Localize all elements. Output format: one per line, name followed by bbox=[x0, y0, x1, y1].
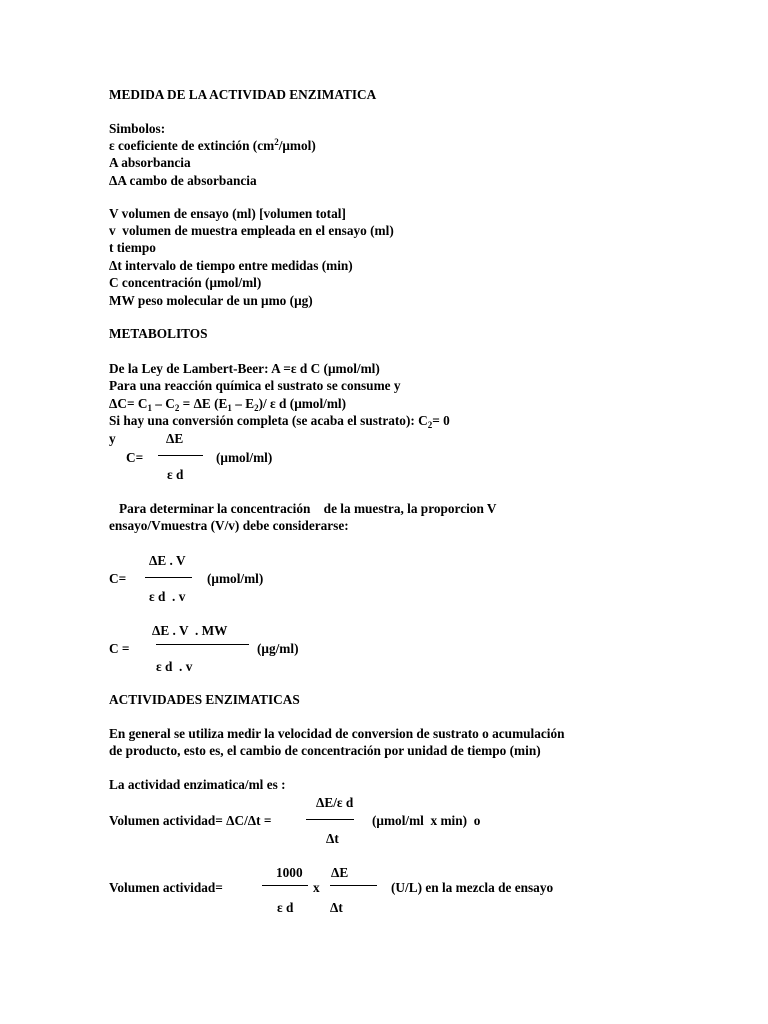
actividad-intro: La actividad enzimatica/ml es : bbox=[109, 777, 286, 792]
symbol-volume: V volumen de ensayo (ml) [volumen total] bbox=[109, 206, 346, 221]
eq-sub: 2 bbox=[174, 403, 180, 413]
formula2-lhs: C= bbox=[109, 571, 127, 586]
formula2-denominator: ε d . v bbox=[149, 589, 186, 604]
formula3-lhs: C = bbox=[109, 641, 130, 656]
symbols-heading: Simbolos: bbox=[109, 121, 166, 136]
formula5-fraction-bar-1 bbox=[262, 885, 308, 886]
formula1-lhs: C= bbox=[126, 450, 144, 465]
delta-time-desc: t intervalo de tiempo entre medidas (min) bbox=[117, 258, 353, 273]
formula1-units: (μmol/ml) bbox=[216, 450, 273, 465]
formula5-times: x bbox=[313, 880, 320, 895]
formula1-numerator: ΔE bbox=[166, 431, 184, 446]
eq-sub: 2 bbox=[254, 403, 259, 413]
formula4-fraction-bar bbox=[306, 819, 354, 820]
symbol-epsilon bbox=[109, 138, 316, 154]
epsilon-desc-a: coeficiente de extinción (cm bbox=[114, 138, 275, 153]
symbol-delta-time bbox=[109, 258, 353, 274]
symbol-concentration: C concentración (μmol/ml) bbox=[109, 275, 262, 290]
eq-part: )/ ε d (μmol/ml) bbox=[258, 396, 347, 411]
page-title: MEDIDA DE LA ACTIVIDAD ENZIMATICA bbox=[109, 87, 377, 102]
epsilon-superscript: 2 bbox=[274, 137, 279, 147]
formula5-numerator-1: 1000 bbox=[276, 865, 303, 880]
formula5-numerator-2: ΔE bbox=[331, 865, 349, 880]
formula2-units: (μmol/ml) bbox=[207, 571, 264, 586]
eq-sub: 1 bbox=[147, 403, 152, 413]
eq-part: Si hay una conversión completa (se acaba el sustrato): C bbox=[109, 413, 428, 428]
actividades-paragraph-2: de producto, esto es, el cambio de concentración por unidad de tiempo (min) bbox=[109, 743, 541, 758]
actividades-heading: ACTIVIDADES ENZIMATICAS bbox=[109, 692, 300, 707]
formula1-denominator: ε d bbox=[167, 467, 184, 482]
paragraph-line-2: ensayo/Vmuestra (V/v) debe considerarse: bbox=[109, 518, 349, 533]
symbol-delta-absorbance bbox=[109, 173, 257, 189]
formula5-units: (U/L) en la mezcla de ensayo bbox=[391, 880, 554, 895]
delta-symbol: Δ bbox=[109, 258, 118, 273]
formula5-lhs: Volumen actividad= bbox=[109, 880, 223, 895]
delta-symbol: Δ bbox=[109, 173, 118, 188]
epsilon-desc-b: /μmol) bbox=[278, 138, 316, 153]
actividades-paragraph-1: En general se utiliza medir la velocidad de conversion de sustrato o acumulación bbox=[109, 726, 565, 741]
reaction-line: Para una reacción química el sustrato se consume y bbox=[109, 378, 401, 393]
formula5-denominator-1: ε d bbox=[277, 900, 294, 915]
formula3-units: (μg/ml) bbox=[257, 641, 299, 656]
formula4-lhs: Volumen actividad= ΔC/Δt = bbox=[109, 813, 272, 828]
formula1-y: y bbox=[109, 431, 116, 446]
delta-c-equation bbox=[109, 396, 346, 412]
formula5-fraction-bar-2 bbox=[330, 885, 377, 886]
eq-part: ΔC= C bbox=[109, 396, 148, 411]
formula5-denominator-2: Δt bbox=[330, 900, 343, 915]
eq-part: – C bbox=[151, 396, 175, 411]
symbol-time: t tiempo bbox=[109, 240, 156, 255]
eq-sub: 1 bbox=[227, 403, 232, 413]
formula3-denominator: ε d . v bbox=[156, 659, 193, 674]
formula3-fraction-bar bbox=[156, 644, 249, 645]
formula4-units: (μmol/ml x min) o bbox=[372, 813, 481, 828]
eq-part: – E bbox=[231, 396, 255, 411]
epsilon-symbol: ε bbox=[109, 138, 115, 153]
formula2-fraction-bar bbox=[145, 577, 192, 578]
eq-sub: 2 bbox=[427, 420, 433, 430]
eq-part: = ΔE (E bbox=[179, 396, 228, 411]
formula1-fraction-bar bbox=[158, 455, 203, 456]
formula3-numerator: ΔE . V . MW bbox=[152, 623, 228, 638]
metabolitos-heading: METABOLITOS bbox=[109, 326, 208, 341]
formula4-denominator: Δt bbox=[326, 831, 339, 846]
formula4-numerator: ΔE/ε d bbox=[316, 795, 354, 810]
lambert-beer-line: De la Ley de Lambert-Beer: A =ε d C (μmol/ml) bbox=[109, 361, 380, 376]
symbol-absorbance: A absorbancia bbox=[109, 155, 191, 170]
delta-absorbance-desc: A cambo de absorbancia bbox=[117, 173, 257, 188]
formula2-numerator: ΔE . V bbox=[149, 553, 186, 568]
symbol-sample-volume: v volumen de muestra empleada en el ensayo (ml) bbox=[109, 223, 394, 238]
conversion-line bbox=[109, 413, 450, 429]
symbol-mw: MW peso molecular de un μmo (μg) bbox=[109, 293, 313, 308]
paragraph-line-1: Para determinar la concentración de la muestra, la proporcion V bbox=[109, 501, 497, 516]
eq-part: = 0 bbox=[432, 413, 450, 428]
